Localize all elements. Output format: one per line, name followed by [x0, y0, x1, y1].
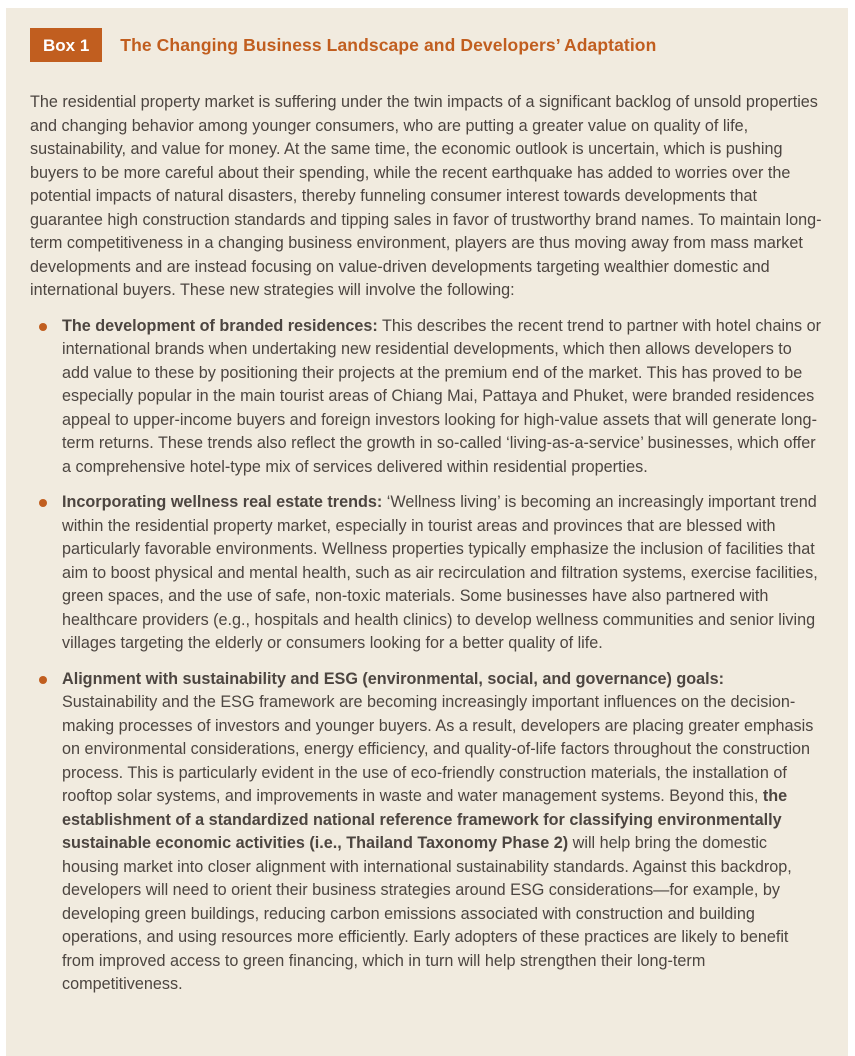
intro-paragraph: The residential property market is suffering under the twin impacts of a significant backlog of unsold properties and changing behavior among younger consumers, who are putting a greater value on quality of life, sustainability, and value for money. At the same time, the economic outlook is uncertain, which is pushing buyers to be more careful about their spending, while the recent earthquake has added to worries over the potential impacts of natural disasters, thereby funneling consumer interest towards developments that guarantee high construction standards and tipping sales in favor of trustworthy brand names. To maintain long-term competitiveness in a changing business environment, players are thus moving away from mass market developments and are instead focusing on value-driven developments targeting wealthier domestic and international buyers. These new strategies will involve the following:	[30, 93, 822, 299]
box-header	[30, 28, 822, 62]
list-item-esg-alignment	[30, 668, 822, 997]
bullet-body-bold-phrase: the establishment of a standardized national reference framework for classifying environmentally sustainable economic activities (i.e., Thailand Taxonomy Phase 2)	[62, 787, 788, 852]
box-panel	[6, 8, 848, 1056]
list-item-text	[62, 491, 822, 656]
bullet-body: This describes the recent trend to partner with hotel chains or international brands when undertaking new residential developments, which then allows developers to add value to these by positioning their projects at the premium end of the market. This has proved to be especially popular in the main tourist areas of Chiang Mai, Pattaya and Phuket, were branded residences appeal to upper-income buyers and foreign investors looking for high-value assets that will generate long-term returns. These trends also reflect the growth in so-called ‘living-as-a-service’ businesses, which offer a comprehensive hotel-type mix of services delivered within residential properties.	[62, 316, 822, 476]
bullet-heading: The development of branded residences:	[62, 316, 378, 335]
list-item-text	[62, 315, 822, 480]
box-number-badge: Box 1	[30, 28, 102, 62]
strategy-bullet-list	[30, 315, 822, 997]
list-item-branded-residences	[30, 315, 822, 480]
bullet-body-part-1: Sustainability and the ESG framework are becoming increasingly important influences on the decision-making processes of investors and younger buyers. As a result, developers are placing greater emphasis on environmental considerations, energy efficiency, and quality-of-life factors throughout the construction process. This is particularly evident in the use of eco-friendly construction materials, the installation of rooftop solar systems, and improvements in waste and water management systems. Beyond this,	[62, 693, 814, 805]
bullet-dot-icon	[39, 499, 47, 507]
bullet-body: ‘Wellness living’ is becoming an increasingly important trend within the residential property market, especially in tourist areas and provinces that are blessed with particularly favorable environments. Wellness properties typically emphasize the inclusion of facilities that aim to boost physical and mental health, such as air recirculation and filtration systems, exercise facilities, green spaces, and the use of safe, non-toxic materials. Some businesses have also partnered with healthcare providers (e.g., hospitals and health clinics) to develop wellness communities and senior living villages targeting the elderly or consumers looking for a better quality of life.	[62, 493, 818, 652]
bullet-body-part-2: will help bring the domestic housing market into closer alignment with international sustainability standards. Against this backdrop, developers will need to orient their business strategies around ESG considerations—for example, by developing green buildings, reducing carbon emissions associated with construction and building operations, and using resources more efficiently. Early adopters of these practices are likely to benefit from improved access to green financing, which in turn will help strengthen their long-term competitiveness.	[62, 834, 792, 993]
bullet-heading: Alignment with sustainability and ESG (environmental, social, and governance) goals:	[62, 669, 725, 688]
bullet-dot-icon	[39, 323, 47, 331]
bullet-dot-icon	[39, 676, 47, 684]
list-item-text	[62, 668, 822, 997]
list-item-wellness-trends	[30, 491, 822, 656]
bullet-heading: Incorporating wellness real estate trends:	[62, 493, 383, 511]
box-title: The Changing Business Landscape and Developers’ Adaptation	[120, 34, 657, 55]
